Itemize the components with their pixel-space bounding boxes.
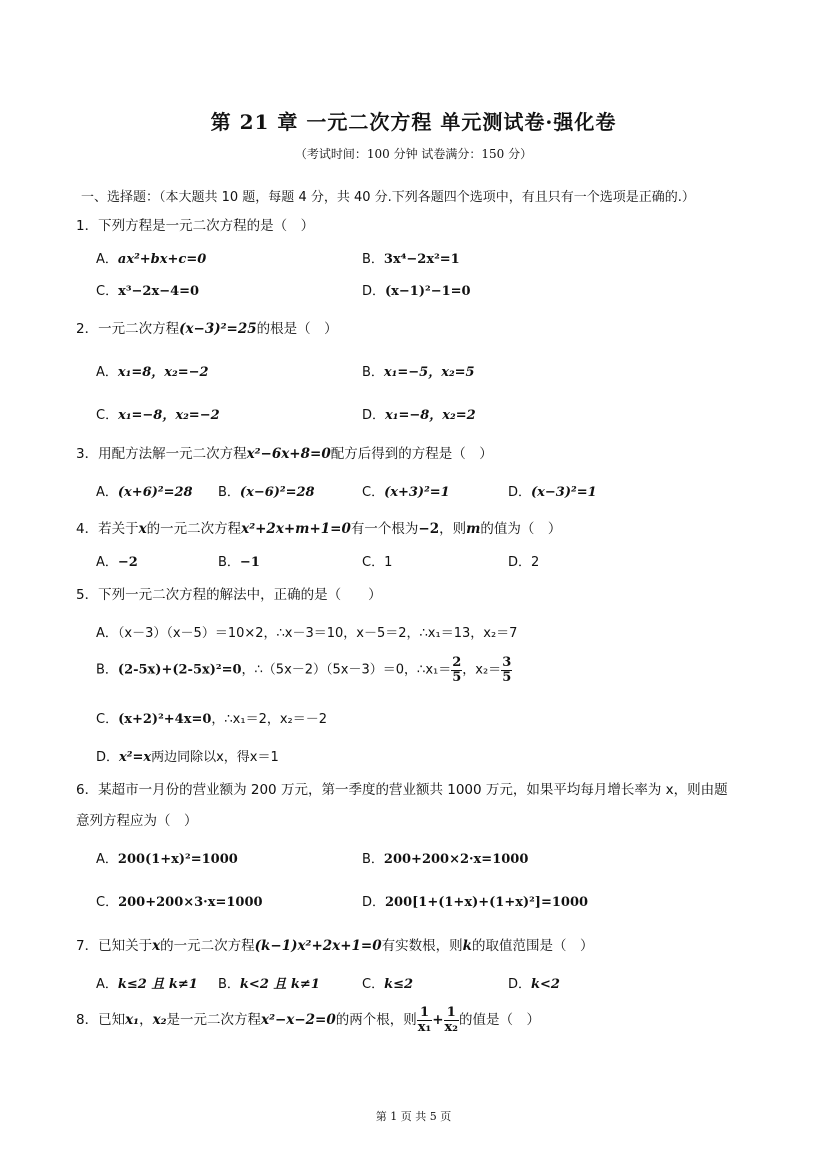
stem-text: 的两个根，则 — [335, 1012, 417, 1029]
math-var: k — [462, 938, 472, 954]
q7-option-a — [96, 973, 198, 992]
stem-text: 是一元二次方程 — [166, 1012, 262, 1029]
exam-info: （考试时间：100 分钟 试卷满分：150 分） — [294, 147, 533, 161]
denominator: 5 — [452, 669, 462, 685]
stem-text: 的根是（ ） — [256, 321, 338, 337]
stem-text: 8．已知 — [76, 1012, 126, 1029]
section-heading: 一、选择题：（本大题共 10 题，每题 4 分，共 40 分.下列各题四个选项中，有且只有一个选项是正确的.） — [81, 190, 695, 205]
q6-option-c — [96, 891, 263, 910]
page-footer: 第 1 页 共 5 页 — [375, 1110, 452, 1123]
option-label: C． — [96, 408, 119, 423]
q3-option-d — [508, 481, 597, 500]
q5-option-a: A．（x－3）（x－5）＝10×2，∴x－3＝10，x－5＝2，∴x₁＝13，x₂＝7 — [96, 626, 518, 641]
q5-option-b — [96, 656, 512, 684]
math-expr: (x+2)²+4x=0 — [118, 712, 212, 727]
q4-option-c — [362, 551, 392, 570]
question-2-stem — [76, 317, 338, 337]
question-4-stem — [76, 517, 561, 537]
q4-option-a — [96, 551, 138, 570]
math-var: x — [152, 938, 161, 954]
math-expr: x²+2x+m+1=0 — [241, 521, 351, 537]
math-expr: ax²+bx+c=0 — [117, 252, 207, 267]
option-text: 两边同除以x，得x＝1 — [151, 750, 279, 765]
q1-option-b — [362, 248, 460, 267]
option-text: ，x₂＝ — [462, 662, 502, 678]
numerator: 1 — [417, 1006, 432, 1021]
math-expr: x²−6x+8=0 — [246, 446, 331, 462]
math-expr: (x−6)²=28 — [239, 485, 315, 500]
math-var: m — [466, 521, 481, 537]
stem-text: ， — [139, 1012, 153, 1029]
stem-text: 2．一元二次方程 — [76, 321, 180, 337]
question-6-stem-line1: 6．某超市一月份的营业额为 200 万元，第一季度的营业额共 1000 万元，如果平均每月增长率为 x，则由题 — [76, 782, 728, 798]
option-label: C． — [362, 485, 385, 500]
fraction — [501, 656, 512, 684]
math-expr: (x+6)²=28 — [117, 485, 193, 500]
q3-option-a — [96, 481, 193, 500]
option-label: D． — [362, 408, 386, 423]
denominator: x₁ — [417, 1019, 432, 1035]
page-title: 第 21 章 一元二次方程 单元测试卷·强化卷 — [210, 110, 617, 134]
option-label: A． — [96, 555, 118, 570]
question-8-stem — [76, 1006, 540, 1034]
q6-option-a — [96, 848, 238, 867]
stem-text: 的值是（ ） — [458, 1012, 540, 1029]
math-expr: −1 — [239, 555, 260, 570]
option-label: A． — [96, 365, 118, 380]
q2-option-b — [362, 361, 475, 380]
q5-option-d — [96, 746, 279, 765]
option-label: C． — [362, 977, 385, 992]
denominator: 5 — [502, 669, 512, 685]
math-var: x₁ — [125, 1012, 140, 1029]
numerator: 1 — [444, 1006, 459, 1021]
stem-text: 有一个根为 — [350, 521, 419, 537]
q1-option-c — [96, 280, 199, 299]
q3-option-b — [218, 481, 315, 500]
math-expr: k≤2 且 k≠1 — [117, 977, 198, 992]
stem-text: 3．用配方法解一元二次方程 — [76, 446, 247, 462]
q6-option-b — [362, 848, 528, 867]
question-3-stem — [76, 442, 493, 462]
option-label: C． — [96, 712, 119, 727]
math-expr: −2 — [117, 555, 138, 570]
math-expr: (k−1)x²+2x+1=0 — [254, 938, 382, 954]
math-expr: k<2 且 k≠1 — [239, 977, 320, 992]
numerator: 3 — [502, 655, 512, 670]
q2-option-a — [96, 361, 209, 380]
stem-text: 的值为（ ） — [480, 521, 562, 537]
option-label: C． — [96, 284, 119, 299]
option-value: 1 — [384, 555, 393, 570]
math-expr: x₁=−8，x₂=2 — [385, 408, 476, 423]
math-expr: x₁=−8，x₂=−2 — [118, 408, 220, 423]
stem-text: 4．若关于 — [76, 521, 139, 537]
q5-option-c — [96, 708, 327, 727]
math-expr: k<2 — [531, 977, 560, 992]
option-label: D． — [508, 977, 532, 992]
denominator: x₂ — [444, 1019, 458, 1035]
plus-sign: + — [432, 1012, 444, 1029]
q2-option-c — [96, 404, 220, 423]
q6-option-d — [362, 891, 588, 910]
math-var: x₂ — [152, 1012, 167, 1029]
stem-text: 的一元二次方程 — [160, 938, 255, 954]
option-label: B． — [218, 977, 240, 992]
option-label: A． — [96, 977, 118, 992]
q1-option-a — [96, 248, 206, 267]
option-label: D． — [508, 555, 532, 570]
math-expr: 200[1+(1+x)+(1+x)²]=1000 — [385, 895, 589, 910]
option-label: B． — [362, 365, 384, 380]
math-expr: 3x⁴−2x²=1 — [383, 252, 460, 267]
option-label: A． — [96, 852, 118, 867]
question-5-stem: 5．下列一元二次方程的解法中，正确的是（ ） — [76, 587, 382, 603]
option-label: D． — [362, 895, 386, 910]
math-expr: (x+3)²=1 — [384, 485, 450, 500]
stem-text: 有实数根，则 — [381, 938, 463, 954]
math-expr: x²−x−2=0 — [261, 1012, 336, 1029]
option-label: B． — [218, 555, 240, 570]
stem-text: 的取值范围是（ ） — [471, 938, 594, 954]
math-expr: x₁=−5，x₂=5 — [383, 365, 475, 380]
option-text: ，∴（5x－2）（5x－3）＝0，∴x₁＝ — [241, 662, 452, 678]
math-expr: 200(1+x)²=1000 — [117, 852, 238, 867]
option-text: ，∴x₁＝2，x₂＝－2 — [211, 712, 328, 727]
fraction — [451, 656, 462, 684]
option-label: D． — [508, 485, 532, 500]
option-label: A． — [96, 485, 118, 500]
question-7-stem — [76, 934, 593, 954]
stem-text: 配方后得到的方程是（ ） — [330, 446, 493, 462]
option-value: 2 — [531, 555, 540, 570]
q1-option-d — [362, 280, 471, 299]
numerator: 2 — [452, 655, 462, 670]
option-label: D． — [362, 284, 386, 299]
question-6-stem-line2: 意列方程应为（ ） — [76, 813, 198, 829]
stem-text: ，则 — [439, 521, 467, 537]
fraction — [444, 1006, 459, 1034]
option-label: B． — [362, 852, 384, 867]
q4-option-d — [508, 551, 539, 570]
math-expr: (2-5x)+(2-5x)²=0 — [117, 662, 242, 678]
option-label: B． — [96, 662, 118, 678]
math-expr: −2 — [418, 521, 440, 537]
option-label: B． — [218, 485, 240, 500]
q3-option-c — [362, 481, 450, 500]
option-label: D． — [96, 750, 120, 765]
option-label: C． — [96, 895, 119, 910]
q7-option-c — [362, 973, 413, 992]
option-label: C． — [362, 555, 385, 570]
q7-option-b — [218, 973, 320, 992]
q4-option-b — [218, 551, 260, 570]
q7-option-d — [508, 973, 560, 992]
math-expr: 200+200×3·x=1000 — [118, 895, 263, 910]
math-expr: (x−3)²=1 — [531, 485, 597, 500]
fraction — [417, 1006, 432, 1034]
math-var: x — [138, 521, 147, 537]
question-1-stem: 1．下列方程是一元二次方程的是（ ） — [76, 218, 315, 234]
math-expr: (x−1)²−1=0 — [385, 284, 471, 299]
math-expr: k≤2 — [384, 977, 414, 992]
math-expr: x²=x — [119, 750, 152, 765]
q2-option-d — [362, 404, 476, 423]
option-label: A． — [96, 252, 118, 267]
math-expr: x₁=8，x₂=−2 — [117, 365, 209, 380]
option-label: B． — [362, 252, 384, 267]
math-expr: 200+200×2·x=1000 — [383, 852, 529, 867]
stem-text: 的一元二次方程 — [146, 521, 242, 537]
math-expr: (x−3)²=25 — [179, 321, 257, 337]
math-expr: x³−2x−4=0 — [118, 284, 200, 299]
stem-text: 7．已知关于 — [76, 938, 153, 954]
